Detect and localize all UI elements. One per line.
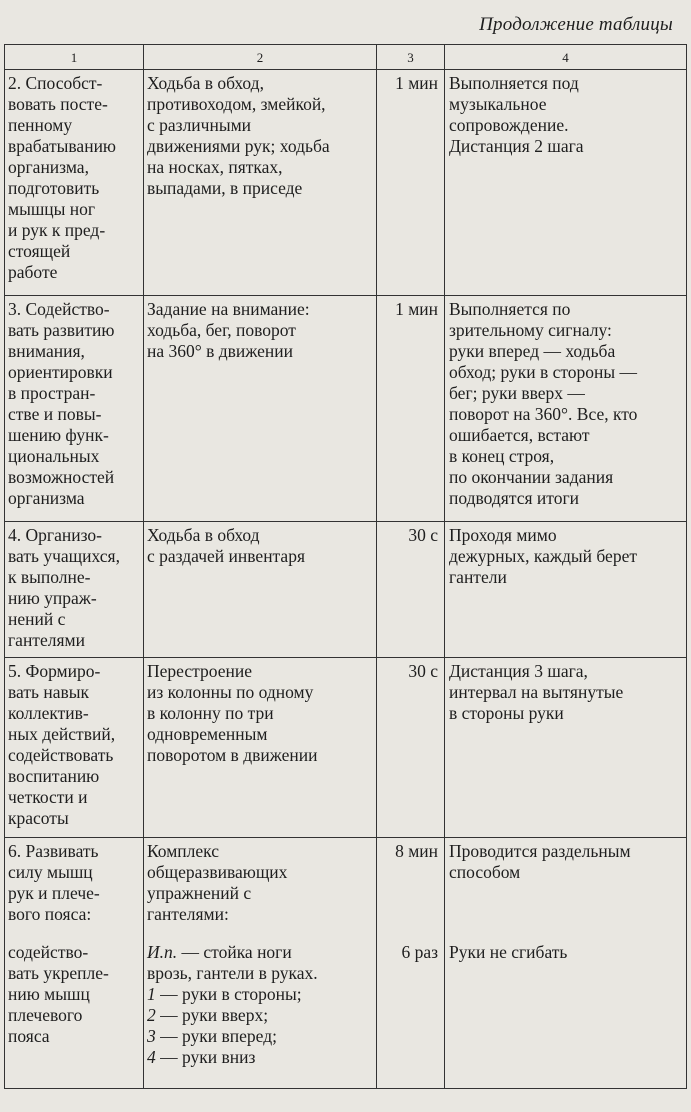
notes-cell: Руки не сгибать [445,928,687,1088]
notes-cell: Проводится раздельным способом [445,838,687,929]
table-row [5,522,687,658]
dose-cell: 1 мин [377,70,445,296]
step-number: 2 [147,1005,156,1025]
column-number-1: 1 [5,45,144,70]
table-row [5,928,687,1088]
dose-cell: 6 раз [377,928,445,1088]
step-number: 1 [147,984,156,1004]
table-row [5,658,687,838]
table-row [5,296,687,522]
table-continuation-caption: Продолжение таблицы [479,14,673,35]
table-row [5,838,687,929]
initial-position-text: — стойка ноги врозь, гантели в руках. [147,942,318,983]
dose-cell: 30 с [377,658,445,838]
notes-cell: Дистанция 3 шага, интервал на вытянутые в стороны руки [445,658,687,838]
column-number-2: 2 [144,45,377,70]
task-cell: 6. Развивать силу мышц рук и плече- вого пояса: [5,838,144,929]
task-cell: 5. Формиро- вать навык коллектив- ных действий, содействовать воспитанию четкости и красоты [5,658,144,838]
dose-cell: 1 мин [377,296,445,522]
notes-cell: Выполняется по зрительному сигналу: руки вперед — ходьба обход; руки в стороны — бег; руки вверх — поворот на 360°. Все, кто ошибается, встают в конец строя, по окончании задания подводятся итоги [445,296,687,522]
content-cell: Задание на внимание: ходьба, бег, поворот на 360° в движении [144,296,377,522]
notes-cell: Выполняется под музыкальное сопровождение. Дистанция 2 шага [445,70,687,296]
content-cell [144,928,377,1088]
task-cell: 4. Организо- вать учащихся, к выполне- нию упраж- нений с гантелями [5,522,144,658]
table-header-row [5,45,687,70]
step-text: — руки в стороны; [155,984,302,1004]
task-cell: 2. Способст- вовать посте- пенному врабатыванию организма, подготовить мышцы ног и рук к пред- стоящей работе [5,70,144,296]
content-cell: Перестроение из колонны по одному в колонну по три одновременным поворотом в движении [144,658,377,838]
content-cell: Ходьба в обход, противоходом, змейкой, с различными движениями рук; ходьба на носках, пятках, выпадами, в приседе [144,70,377,296]
content-cell: Ходьба в обход с раздачей инвентаря [144,522,377,658]
dose-cell: 8 мин [377,838,445,929]
dose-cell: 30 с [377,522,445,658]
step-text: — руки вниз [155,1047,256,1067]
initial-position-label: И.п. [147,942,178,962]
exercise-table [4,44,687,1089]
table-row [5,70,687,296]
task-cell: содейство- вать укрепле- нию мышц плечевого пояса [5,928,144,1088]
column-number-4: 4 [445,45,687,70]
step-number: 3 [147,1026,156,1046]
column-number-3: 3 [377,45,445,70]
task-cell: 3. Содейство- вать развитию внимания, ориентировки в простран- стве и повы- шению функ- циональных возможностей организма [5,296,144,522]
step-text: — руки вперед; [155,1026,277,1046]
step-number: 4 [147,1047,156,1067]
notes-cell: Проходя мимо дежурных, каждый берет гантели [445,522,687,658]
step-text: — руки вверх; [155,1005,269,1025]
content-cell: Комплекс общеразвивающих упражнений с гантелями: [144,838,377,929]
